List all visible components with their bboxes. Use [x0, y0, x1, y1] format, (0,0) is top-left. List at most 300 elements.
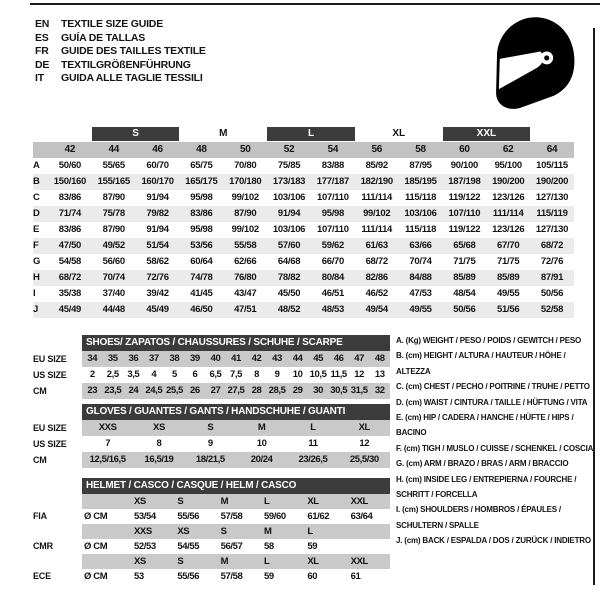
value-cell: 12,5/16,5	[89, 454, 126, 465]
top-border-line	[30, 3, 600, 5]
gloves-size-table	[33, 404, 390, 468]
size-value-cell: 185/195	[404, 176, 437, 187]
size-band-l: L	[267, 127, 355, 141]
size-value-cell: 85/92	[365, 160, 388, 171]
value-cell: L	[307, 526, 313, 537]
helmet-row	[33, 539, 390, 554]
size-value-cell: 170/180	[229, 176, 262, 187]
size-value-cell: 43/47	[234, 288, 257, 299]
size-table-row	[33, 158, 574, 174]
size-value-cell: 103/106	[272, 192, 306, 203]
size-value-cell: 35/38	[58, 288, 82, 299]
shoes-size-table	[33, 335, 390, 399]
gloves-table-title: GLOVES / GUANTES / GANTS / HANDSCHUHE / GUANTI	[82, 404, 390, 420]
row-label: G	[33, 256, 41, 267]
language-code: DE	[35, 58, 50, 71]
value-cell: 54/55	[177, 541, 200, 552]
size-value-cell: 49/55	[409, 304, 432, 315]
value-cell: 27	[210, 385, 221, 396]
size-value-cell: 46/51	[321, 288, 345, 299]
size-value-cell: 50/60	[58, 160, 82, 171]
size-table-row	[33, 174, 574, 190]
size-value-cell: 99/102	[231, 192, 259, 203]
value-cell: 8	[156, 438, 162, 449]
value-cell: 45	[313, 353, 323, 364]
size-value-cell: 48/52	[277, 304, 301, 315]
size-value-cell: 87/90	[102, 224, 125, 235]
helmet-table-title: HELMET / CASCO / CASQUE / HELM / CASCO	[82, 478, 390, 494]
size-value-cell: 66/70	[321, 256, 345, 267]
row-label: B	[33, 176, 40, 187]
value-cell: 52/53	[134, 541, 156, 552]
size-table-body	[33, 158, 574, 318]
value-cell: 30,5	[330, 385, 348, 396]
size-value-cell: 71/75	[453, 256, 476, 267]
value-cell: L	[263, 556, 270, 567]
size-value-cell: 39/42	[146, 288, 169, 299]
language-row	[35, 18, 206, 32]
size-value-cell: 53/56	[190, 240, 213, 251]
value-cell: L	[310, 422, 316, 433]
value-cell: 55/56	[177, 571, 200, 582]
value-cell: 37	[148, 353, 159, 364]
size-value-cell: 37/40	[102, 288, 125, 299]
size-column-header: 50	[239, 144, 251, 155]
size-table-row	[33, 302, 574, 318]
size-value-cell: 173/183	[272, 176, 306, 187]
size-band-xxl: XXL	[443, 127, 531, 141]
size-value-cell: 75/85	[277, 160, 301, 171]
size-value-cell: 71/74	[58, 208, 82, 219]
helmet-row	[33, 554, 390, 569]
value-cell: 59/60	[263, 511, 286, 522]
size-value-cell: 61/63	[365, 240, 388, 251]
value-cell	[82, 554, 130, 569]
value-cell: Ø CM	[84, 541, 108, 552]
row-label: CMR	[33, 541, 53, 551]
size-value-cell: 87/90	[102, 192, 125, 203]
value-cell: 23/26,5	[298, 454, 328, 465]
value-cell: 26	[190, 385, 200, 396]
size-value-cell: 83/88	[321, 160, 345, 171]
legend-item: G. (cm) ARM / BRAZO / BRAS / ARM / BRACCIO	[396, 459, 569, 469]
size-value-cell: 119/122	[448, 224, 481, 235]
helmet-table-body	[33, 494, 390, 584]
row-label: EU SIZE	[33, 354, 67, 364]
size-column-header: 52	[283, 144, 295, 155]
size-value-cell: 50/56	[453, 304, 476, 315]
size-table-row	[33, 206, 574, 222]
size-table-row	[33, 238, 574, 254]
size-value-cell: 95/98	[190, 224, 213, 235]
size-table-row	[33, 254, 574, 270]
size-value-cell: 90/100	[450, 160, 478, 171]
main-size-table	[33, 127, 574, 318]
size-value-cell: 91/94	[146, 192, 169, 203]
value-cell: 5	[171, 369, 177, 380]
value-cell: 10,5	[309, 369, 327, 380]
value-cell: 23	[87, 385, 98, 396]
value-cell: 29	[292, 385, 303, 396]
size-value-cell: 70/74	[409, 256, 432, 267]
size-column-header: 44	[108, 144, 119, 155]
shoes-row	[33, 383, 390, 399]
measurement-legend	[396, 333, 596, 549]
legend-item: J. (cm) BACK / ESPALDA / DOS / ZURÜCK / INDIETRO	[396, 536, 591, 546]
value-cell: 12	[354, 369, 365, 380]
size-value-cell: 190/200	[535, 176, 569, 187]
size-column-header: 62	[502, 144, 514, 155]
size-value-cell: 68/72	[58, 272, 82, 283]
size-value-cell: 160/170	[141, 176, 174, 187]
language-row	[35, 59, 206, 73]
value-cell: 55/56	[177, 511, 200, 522]
legend-item: B. (cm) HEIGHT / ALTURA / HAUTEUR / HÖHE / ALTEZZA	[396, 351, 566, 376]
row-label: US SIZE	[33, 370, 67, 380]
size-value-cell: 63/66	[409, 240, 432, 251]
value-cell: XXL	[350, 496, 368, 507]
value-cell: 28	[251, 385, 262, 396]
legend-item: F. (cm) TIGH / MUSLO / CUISSE / SCHENKEL / COSCIA	[396, 443, 594, 453]
size-value-cell: 46/52	[365, 288, 388, 299]
legend-item: D. (cm) WAIST / CINTURA / TAILLE / HÜFTUNG / VITA	[396, 397, 588, 407]
size-value-cell: 52/58	[540, 304, 564, 315]
size-band-m: M	[219, 128, 228, 139]
size-table-row	[33, 190, 574, 206]
size-value-cell: 127/130	[535, 224, 569, 235]
value-cell: XXS	[134, 526, 152, 537]
size-value-cell: 91/94	[146, 224, 169, 235]
size-value-cell: 85/89	[497, 272, 520, 283]
value-cell: 7	[105, 438, 111, 449]
value-cell: XXL	[350, 556, 368, 567]
row-label: E	[33, 224, 40, 235]
row-cells	[82, 554, 390, 569]
row-label	[33, 494, 82, 509]
size-column-header: 60	[459, 144, 470, 155]
value-cell: 24,5	[145, 385, 163, 396]
value-cell: Ø CM	[84, 571, 108, 582]
size-value-cell: 107/110	[317, 192, 349, 203]
size-value-cell: 95/98	[321, 208, 345, 219]
value-cell: 36	[128, 353, 139, 364]
size-column-header: 48	[196, 144, 207, 155]
size-value-cell: 74/78	[190, 272, 213, 283]
value-cell: 58	[263, 541, 274, 552]
value-cell: 40	[210, 353, 221, 364]
size-value-cell: 187/198	[448, 176, 481, 187]
size-value-cell: 99/102	[363, 208, 391, 219]
size-value-cell: 45/49	[58, 304, 82, 315]
size-value-cell: 58/62	[146, 256, 169, 267]
value-cell: 6	[192, 369, 198, 380]
language-title: GUIDA ALLE TAGLIE TESSILI	[61, 72, 203, 84]
size-value-cell: 111/114	[361, 224, 393, 235]
language-title: TEXTILGRÖßENFÜHRUNG	[61, 58, 191, 71]
value-cell: 30	[313, 385, 323, 396]
legend-item: A. (Kg) WEIGHT / PESO / POIDS / GEWITCH / PESO	[396, 336, 582, 345]
size-column-header: 54	[327, 144, 339, 155]
row-cells	[82, 452, 390, 468]
value-cell: 57/58	[220, 571, 243, 582]
size-value-cell: 99/102	[231, 224, 259, 235]
value-cell: M	[263, 526, 272, 537]
value-cell: 10	[256, 438, 267, 449]
helmet-row	[33, 569, 390, 584]
row-label: ECE	[33, 571, 51, 581]
value-cell: 11,5	[330, 369, 347, 380]
value-cell: 8	[254, 369, 259, 380]
helmet-row	[33, 509, 390, 524]
size-value-cell: 56/60	[102, 256, 125, 267]
size-value-cell: 57/60	[277, 240, 301, 251]
value-cell: XXS	[98, 422, 117, 433]
size-value-cell: 46/50	[190, 304, 213, 315]
row-label: J	[33, 304, 39, 315]
value-cell: 7,5	[229, 369, 242, 380]
size-value-cell: 82/86	[365, 272, 388, 283]
size-value-cell: 70/74	[102, 272, 125, 283]
size-value-cell: 76/80	[234, 272, 257, 283]
row-cells	[82, 539, 390, 554]
size-value-cell: 182/190	[360, 176, 393, 187]
size-value-cell: 87/91	[540, 272, 564, 283]
helmet-row	[33, 494, 390, 509]
value-cell: XS	[134, 496, 146, 507]
value-cell: 38	[169, 353, 180, 364]
value-cell: 61	[350, 571, 361, 582]
size-value-cell: 51/54	[146, 240, 169, 251]
size-column-header: 42	[64, 144, 76, 155]
row-cells	[82, 509, 390, 524]
size-value-cell: 107/110	[448, 208, 481, 219]
size-value-cell: 177/187	[316, 176, 349, 187]
row-label: F	[33, 240, 39, 251]
value-cell: 44	[292, 353, 303, 364]
value-cell: 16,5/19	[144, 454, 174, 465]
value-cell: 18/21,5	[195, 454, 225, 465]
value-cell: 28,5	[268, 385, 286, 396]
size-value-cell: 45/50	[277, 288, 301, 299]
language-row	[35, 45, 206, 59]
value-cell: 59	[263, 571, 274, 582]
value-cell: 9	[207, 438, 213, 449]
size-value-cell: 87/95	[409, 160, 432, 171]
language-title-list	[35, 18, 206, 86]
value-cell: 6,5	[209, 369, 222, 380]
shoes-row	[33, 351, 390, 367]
row-cells	[82, 524, 390, 539]
value-cell: 63/64	[350, 511, 373, 522]
row-label: D	[33, 208, 40, 219]
value-cell: 42	[251, 353, 262, 364]
value-cell	[347, 539, 390, 554]
size-band-row	[33, 127, 574, 141]
size-value-cell: 91/94	[277, 208, 301, 219]
size-value-cell: 79/82	[146, 208, 169, 219]
size-value-cell: 44/48	[102, 304, 125, 315]
row-cells	[82, 367, 390, 383]
value-cell: 61/62	[307, 511, 330, 522]
value-cell	[347, 524, 390, 539]
size-value-cell: 65/68	[453, 240, 476, 251]
size-value-cell: 165/175	[185, 176, 218, 187]
band-spacer	[530, 127, 574, 141]
size-value-cell: 111/114	[492, 208, 524, 219]
language-title: GUIDE DES TAILLES TEXTILE	[61, 45, 206, 57]
size-value-cell: 59/62	[321, 240, 345, 251]
value-cell: 32	[374, 385, 385, 396]
size-value-cell: 190/200	[492, 176, 525, 187]
size-table-row	[33, 222, 574, 238]
value-cell: 56/57	[220, 541, 243, 552]
size-value-cell: 103/106	[404, 208, 437, 219]
row-label	[33, 524, 82, 539]
size-value-cell: 47/53	[409, 288, 432, 299]
value-cell: 4	[151, 369, 157, 380]
size-value-cell: 123/126	[492, 192, 525, 203]
value-cell: 48	[374, 353, 385, 364]
row-cells	[82, 383, 390, 399]
size-value-cell: 64/68	[277, 256, 301, 267]
size-value-cell: 50/56	[540, 288, 564, 299]
row-label: CM	[33, 386, 47, 396]
row-label	[33, 554, 82, 569]
size-value-cell: 83/86	[58, 192, 82, 203]
row-label: C	[33, 192, 40, 203]
size-value-cell: 87/90	[234, 208, 257, 219]
size-value-cell: 47/50	[58, 240, 82, 251]
size-value-cell: 71/75	[497, 256, 520, 267]
size-column-header: 58	[415, 144, 426, 155]
row-label: H	[33, 272, 40, 283]
size-column-header: 56	[371, 144, 382, 155]
language-title: GUÍA DE TALLAS	[61, 31, 146, 44]
size-value-cell: 80/84	[321, 272, 345, 283]
value-cell: XL	[307, 496, 319, 507]
racing-helmet-icon	[486, 14, 578, 111]
value-cell: M	[220, 496, 229, 507]
size-value-cell: 127/130	[535, 192, 569, 203]
value-cell: XS	[153, 422, 165, 433]
size-value-cell: 83/86	[58, 224, 82, 235]
value-cell: 3,5	[127, 369, 140, 380]
size-value-cell: 72/76	[146, 272, 169, 283]
value-cell: 59	[307, 541, 318, 552]
value-cell: 13	[374, 369, 385, 380]
size-column-header: 46	[152, 144, 163, 155]
value-cell: 47	[354, 353, 365, 364]
size-value-cell: 48/54	[453, 288, 476, 299]
row-cells	[82, 569, 390, 584]
gloves-row	[33, 452, 390, 468]
shoes-table-body	[33, 351, 390, 399]
value-cell: XS	[177, 526, 190, 537]
shoes-row	[33, 367, 390, 383]
row-label: EU SIZE	[33, 423, 67, 433]
value-cell: S	[207, 422, 214, 433]
legend-item: H. (cm) INSIDE LEG / ENTREPIERNA / FOURCHE / SCHRITT / FORCELLA	[396, 474, 577, 500]
size-table-row	[33, 270, 574, 286]
size-value-cell: 51/56	[497, 304, 520, 315]
size-value-cell: 95/100	[494, 160, 522, 171]
value-cell: S	[177, 556, 184, 567]
size-value-cell: 49/55	[497, 288, 520, 299]
value-cell: M	[220, 556, 229, 567]
value-cell: XS	[134, 556, 146, 567]
language-code: ES	[35, 31, 49, 44]
value-cell: 31,5	[350, 385, 368, 396]
value-cell	[82, 494, 130, 509]
size-value-cell: 115/118	[404, 224, 437, 235]
size-value-cell: 119/122	[448, 192, 481, 203]
band-spacer	[33, 127, 92, 141]
size-value-cell: 83/86	[190, 208, 213, 219]
size-value-cell: 72/76	[540, 256, 564, 267]
size-band-xl: XL	[392, 128, 406, 139]
value-cell: 53/54	[134, 511, 156, 522]
size-band-s: S	[92, 127, 180, 141]
size-value-cell: 45/49	[146, 304, 169, 315]
gloves-table-body	[33, 420, 390, 468]
row-cells	[82, 420, 390, 436]
value-cell: 20/24	[250, 454, 273, 465]
size-value-cell: 111/114	[361, 192, 393, 203]
row-cells	[82, 351, 390, 367]
value-cell: 25,5	[165, 385, 183, 396]
value-cell: 39	[190, 353, 200, 364]
size-value-cell: 65/75	[190, 160, 213, 171]
size-value-cell: 115/119	[536, 208, 568, 219]
language-row	[35, 32, 206, 46]
size-value-cell: 48/53	[321, 304, 345, 315]
gloves-row	[33, 420, 390, 436]
size-value-cell: 68/72	[365, 256, 388, 267]
value-cell	[82, 524, 130, 539]
value-cell: 2	[89, 369, 95, 380]
value-cell: 34	[87, 353, 98, 364]
value-cell: 25,5/30	[349, 454, 379, 465]
value-cell: 23,5	[104, 385, 122, 396]
size-value-cell: 49/54	[365, 304, 388, 315]
value-cell: 57/58	[220, 511, 243, 522]
size-column-header-row	[33, 142, 574, 158]
value-cell: 24	[128, 385, 139, 396]
size-value-cell: 115/118	[404, 192, 437, 203]
value-cell: M	[257, 422, 266, 433]
row-label: CM	[33, 455, 47, 465]
value-cell: 12	[359, 438, 370, 449]
value-cell: 27,5	[227, 385, 245, 396]
row-label: FIA	[33, 511, 47, 521]
legend-item: E. (cm) HIP / CADERA / HANCHE / HÜFTE / HIPS / BACINO	[396, 413, 574, 438]
value-cell: 41	[231, 353, 241, 364]
language-code: IT	[35, 72, 44, 84]
value-cell: 43	[272, 353, 282, 364]
row-cells	[82, 436, 390, 452]
size-value-cell: 47/51	[234, 304, 257, 315]
value-cell: 2,5	[106, 369, 119, 380]
row-cells	[82, 494, 390, 509]
size-value-cell: 41/45	[190, 288, 213, 299]
legend-item: I. (cm) SHOULDERS / HOMBROS / ÉPAULES / SCHULTERN / SPALLE	[396, 505, 561, 530]
size-value-cell: 70/80	[234, 160, 257, 171]
helmet-size-table	[33, 478, 390, 584]
language-row	[35, 72, 206, 86]
value-cell: XL	[358, 422, 370, 433]
size-value-cell: 67/70	[497, 240, 520, 251]
value-cell: S	[220, 526, 227, 537]
